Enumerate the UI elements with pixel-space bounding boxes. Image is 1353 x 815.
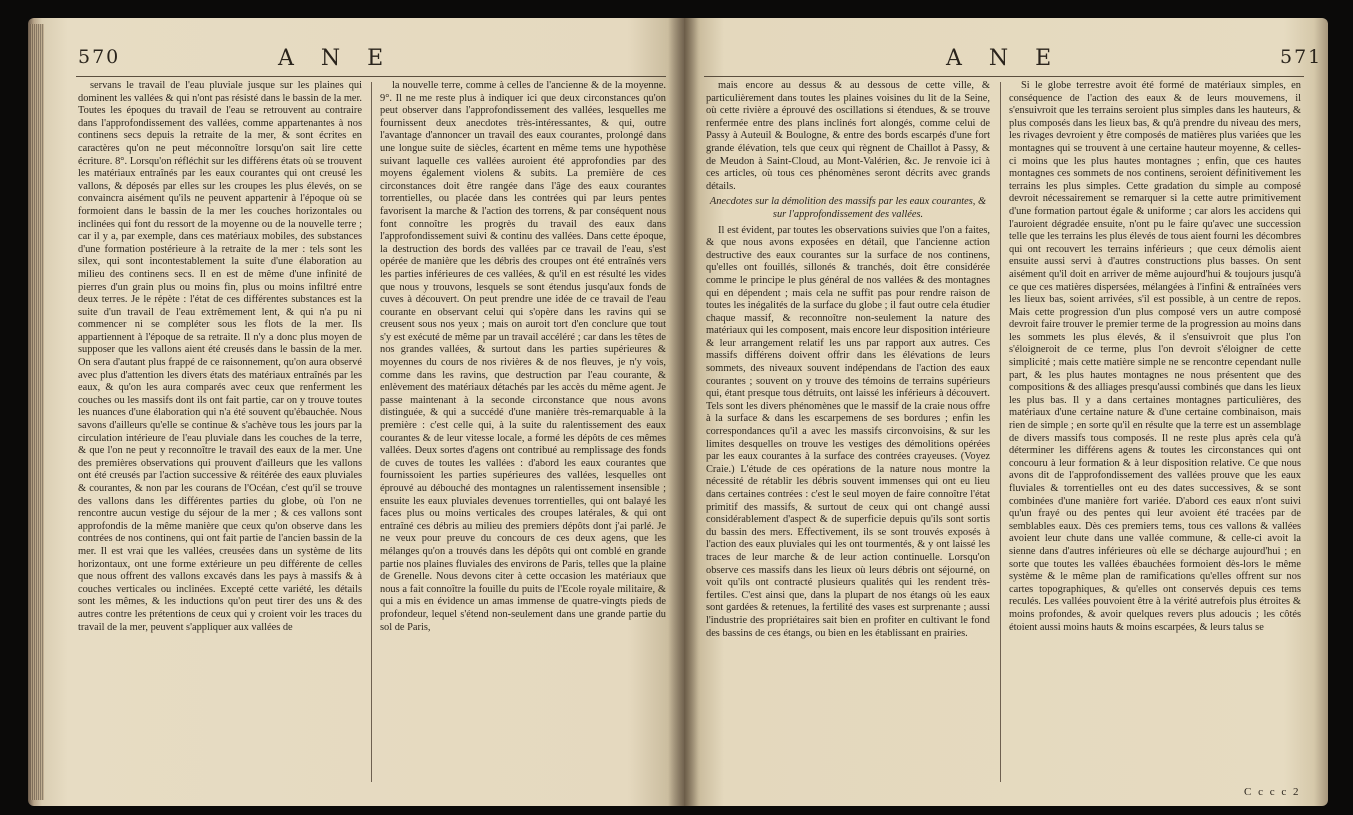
left-page [28, 18, 684, 806]
left-head-rule [76, 76, 666, 77]
right-column-1-text-a: mais encore au dessus & au dessous de cette ville, & particulièrement dans toutes les plaines voisines du lit de la Seine, où cette rivière a éprouvé des oscillations si étendues, & se trouve renfermée entre des plans inclinés fort alongés, comme celui de Passy à Auteuil & Boulogne, & entre des bords escarpés d'une fort grande élévation, tels que ceux qui règnent de Chaillot à Passy, & de Meudon à Saint-Cloud, au Mont-Valérien, &c. Je renvoie ici à ces articles, où tous ces phénomènes seront décrits avec grands détails. [706, 80, 990, 192]
right-column-2-text: Si le globe terrestre avoit été formé de matériaux simples, en conséquence de l'action des eaux & de leurs mouvemens, il s'ensuivroit que les terrains seroient plus simples dans les hauteurs, & plus composés dans les lieux bas, & qu'à prendre du niveau des mers, les rivages devroient y être composés de matières plus variées que les montagnes qui se trouvent à une certaine hauteur moyenne, & celles-ci moins que les plus hautes montagnes ; enfin, que ces hautes montagnes ces sommets de nos continens, seroient définitivement les terrains les plus simples. Cette gradation du simple au composé devroit nécessairement se remarquer si la cette autre primitivement d'une formation partout égale & uniforme ; car alors les accidens qui l'auroient dégradée ensuite, n'ont pu le faire qu'avec une succession telle que les terrains les plus élevés de tous aient fourni les décombres qui ont recouvert les terrains inférieurs ; que ceux démolis aient ensuite aussi servi à d'autres constructions plus basses. On sent aisément qu'il doit en arriver de même aujourd'hui & toujours jusqu'à ce que ces matières dispersées, mélangées à l'infini & entraînées vers les lieux bas, soient arrivées, s'il est possible, à un centre de repos. Mais cette progression d'un plus composé vers un autre composé devroit faire trouver le premier terme de la progression au moins dans les sommets les plus élevés, & il s'ensuivroit que plus l'on s'éloigneroit de ce terme, plus l'on devroit s'éloigner de cette simplicité ; mais cette matière simple ne se rencontre cependant nulle part, & les plus hautes montagnes ne nous présentent que des compositions & des alliages presqu'aussi combinés que dans les lieux les plus bas. Il y a dans certaines montagnes particulières, des matériaux d'une certaine nature & d'une certaine combinaison, mais rien de simple ; en sorte qu'il en résulte que la terre est un assemblage de divers massifs tous composés. Il ne reste plus après cela qu'à déterminer les différens agens & toutes les circonstances qui ont concouru à leur formation & à leur disposition relative. Ce que nous avons dit de l'approfondissement des vallées prouve que les eaux fluviales & torrentielles ont eu des dates successives, & se sont combinées d'une manière fort variée. D'abord ces eaux n'ont suivi qu'un frayé ou des pentes qui leur avoient été tracées par de semblables eaux. Dès ces premiers tems, tous ces vallons & vallées avoient leur chute dans une vallée commune, & celle-ci avoit la sienne dans d'autres inférieures où elle se décharge aujourd'hui ; en sorte que toutes les vallées ébauchées formoient dès-lors le même système & le même plan de ramifications qu'elles offrent sur nos cartes topographiques, & qu'elles ont conservés depuis ces tems reculés. Les vallées pouvoient être à la vérité autrefois plus étroites & moins profondes, & avoir quelques revers plus adoucis ; les côtés étoient aussi moins hauts & moins escarpées, & leurs talus se [1009, 80, 1301, 633]
left-column-1 [78, 80, 362, 792]
right-page-number: 571 [1280, 46, 1323, 68]
left-page-number: 570 [78, 46, 121, 68]
open-book [28, 18, 1328, 808]
page-edges [30, 24, 44, 800]
left-column-1-text: servans le travail de l'eau pluviale jusque sur les plaines qui dominent les vallées & qui n'ont pas résisté dans le bassin de la mer. Toutes les époques du travail de l'eau se retrouvent au contraire dans l'approfondissement des vallées, comme appartenantes à nos continens secs depuis la retraite de la mer, & sont écrites en caractères qu'on ne peut méconnoître lorsqu'on sait lire cette écriture. 8°. Lorsqu'on réfléchit sur les différens états où se trouvent les matériaux entraînés par les eaux courantes qui ont creusé les vallons, & déposés par elles sur les croupes les plus élevés, on se convaincra aisément qu'ils ne peuvent appartenir à l'époque où se formoient dans le bassin de la mer les couches horizontales ou inclinées qui font du ressort de la moyenne ou de la nouvelle terre ; car il y a, par exemple, dans ces matériaux mobiles, des substances d'une formation postérieure à la retraite de la mer : tels sont les silex, qui sont incontestablement la suite d'une élaboration au milieu des continens secs. Il en est de même d'une infinité de pierres d'un grain plus ou moins fin, plus ou moins infiltré entre deux terres. Je le répète : l'état de ces différentes substances est la suite d'un travail de l'eau extrêmement lent, & qui n'a pu ni commencer ni se compléter sous les flots de la mer. Ils appartiennent à l'époque de sa retraite. Il n'y a donc plus moyen de supposer que les vallons aient été creusés dans le bassin de la mer. On sera d'autant plus frappé de ce raisonnement, qu'on aura observé avec plus d'attention les divers états des matériaux entraînés par les eaux, & qu'on les aura comparés avec ceux que renferment les couches ou les massifs dont ils ont fait partie, car on y trouve toutes les nuances d'une élaboration qui n'a été souvent qu'ébauchée. Nous savons d'ailleurs qu'elle se continue & s'achève tous les jours par la circulation intérieure de l'eau pluviale dans les couches de la terre, & que l'on ne peut y reconnoître le travail des eaux de la mer. Une des premières observations qui prouvent d'ailleurs que les vallons ont été creusés par l'action successive & réitérée des eaux pluviales & courantes, & non par les courans de l'Océan, c'est qu'il se trouve des vallons dans les différentes parties du globe, où l'on ne rencontre aucun vestige du séjour de la mer ; & ces vallons sont approfondis de la même manière que ceux qu'on observe dans les contrées de nos continens, qui ont fait partie de l'ancien bassin de la mer. Il est vrai que les vallées, creusées dans un système de lits horizontaux, ont une forme extérieure un peu différente de celles que nous offrent des vallons excavés dans les pays à massifs & à couches verticales ou inclinées. Excepté cette variété, les détails sont les mêmes, & les inductions qu'on peut tirer des uns & des autres contre les prétentions de ceux qui y croient voir les traces du travail de la mer, peuvent s'appliquer aux vallées de [78, 80, 362, 633]
right-column-1 [706, 80, 990, 792]
left-column-2 [380, 80, 666, 792]
right-column-1-text-b: Il est évident, par toutes les observations suivies que l'on a faites, & que nous avons exposées en détail, que l'ancienne action destructive des eaux courantes sur la surface de nos continens, qu'elles ont fouillés, sillonés & tranchés, doit être considérée comme le principe le plus général de nos vallées & des montagnes qui en dépendent ; mais cela ne suffit pas pour rendre raison de toutes les inégalités de la surface du globe ; il faut outre cela étudier chaque massif, & reconnoître non-seulement la nature des matériaux qui les composent, mais encore leur disposition intérieure & leur arrangement relatif les uns par rapport aux autres. Ces massifs différens doivent offrir dans les élévations de leurs sommets, des niveaux souvent indépendans de l'action des eaux courantes ; souvent on y trouve des témoins de terrains supérieurs qui, étant presque tous détruits, ont laissé les inférieurs à découvert. Tels sont les divers phénomènes que le massif de la craie nous offre à la surface & dans les escarpemens de ses bordures ; enfin les correspondances qu'il a avec les massifs circonvoisins, & sur les limites desquelles on trouve les vestiges des démolitions opérées par les eaux courantes à la surface des contrées crayeuses. (Voyez Craie.) L'étude de ces opérations de la nature nous montre la nécessité de rétablir les débris souvent immenses qui ont eu lieu dans certaines contrées : c'est le seul moyen de faire connoître l'état primitif des massifs, & surtout de ceux qui ont changé aussi considérablement d'aspect & de superficie depuis qu'ils sont sortis du bassin des mers. Effectivement, ils se sont trouvés exposés à l'action des eaux pluviales qui les ont tourmentés, & y ont laissé les traces de leur marche & de leur action continuelle. Lorsqu'on observe ces massifs dans les lieux où leurs débris ont séjourné, on voit qu'ils ont contracté plusieurs qualités qui les rendent très-fertiles. C'est ainsi que, dans la plupart de nos étangs où les eaux sont gardées & retenues, la fertilité des vases est surprenante ; aussi l'industrie des propriétaires sait bien en profiter en cultivant le fond des bassins de ces étangs, ou bien en les établissant en prairies. [706, 224, 990, 639]
right-column-2 [1009, 80, 1301, 780]
left-running-head: A N E [278, 46, 394, 71]
right-head-rule [704, 76, 1304, 77]
section-subheading: Anecdotes sur la démolition des massifs par les eaux courantes, & sur l'approfondissement des vallées. [709, 196, 987, 220]
right-page [684, 18, 1328, 806]
left-column-2-text: la nouvelle terre, comme à celles de l'ancienne & de la moyenne. 9°. Il ne me reste plus à indiquer ici que deux circonstances qu'on peut observer dans l'approfondissement des vallées, lesquelles me fournissent deux anecdotes très-intéressantes, & qui, outre l'avantage d'annoncer un travail des eaux courantes, prolongé dans une longue suite de siècles, écartent en même tems une hypothèse suivant laquelle ces vallées auroient été approfondies par des moyens également violens & subits. La première de ces circonstances doit être rangée dans l'âge des eaux courantes torrentielles, ou placée dans les contrées qui par leurs pentes favorisent la marche & l'action des torrens, & par conséquent nous font connoître les progrès du travail des eaux dans l'approfondissement suivi & continu des vallées. Dans cette époque, la destruction des bords des vallées par ce travail de l'eau, s'est opérée de manière que les débris des croupes ont été entraînés vers les parties inférieures de ces vallées, & qu'il en est résulté les vides que nous y trouvons, lesquels se sont étendus jusqu'aux fonds de cuves à découvert. On peut prendre une idée de ce travail de l'eau courante en observant celui qui s'opère dans les ravins qui se creusent sous nos yeux ; mais on auroit tort d'en conclure que tout s'y est exécuté de même par un travail accéléré ; car dans les têtes de nos grandes vallées, & surtout dans les parties supérieures & moyennes du cours de nos rivières & de nos fleuves, je n'y vois, comme dans les ravins, que destruction par l'eau courante, & enlèvement des matériaux détachés par les accès du même agent. Je passe maintenant à la seconde circonstance que nous avons distinguée, & qui a succédé d'une manière très-remarquable à la première : c'est celle qui, à la suite du ralentissement des eaux courantes & de leur vitesse locale, a formé les dépôts de ces mêmes vallées. Deux sortes d'agens ont contribué au remplissage des fonds de cuves de toutes les vallées : d'abord les eaux courantes que fournissoient les parties supérieures des vallées, lesquelles ont éprouvé au débouché des montagnes un ralentissement insensible ; ensuite les eaux pluviales devenues torrentielles, qui ont balayé les faces plus ou moins verticales des croupes latérales, & qui ont entraîné ces débris au milieu des premiers dépôts dont j'ai parlé. Je ne veux pour preuve du concours de ces deux agens, que les mélanges qu'on a trouvés dans les dépôts qui ont comblé en grande partie nos plaines fluviales des environs de Paris, telles que la plaine de Grenelle. Nous devons citer à cette occasion les matériaux que nous a fait connoître la fouille du puits de l'Ecole royale militaire, & qui a mis en évidence un amas immense de quatre-vingts pieds de profondeur, lequel s'étend non-seulement dans une grande partie du sol de Paris, [380, 80, 666, 633]
signature-mark: C c c c 2 [1244, 786, 1301, 798]
right-column-divider [1000, 82, 1001, 782]
left-column-divider [371, 82, 372, 782]
right-running-head: A N E [946, 46, 1062, 71]
